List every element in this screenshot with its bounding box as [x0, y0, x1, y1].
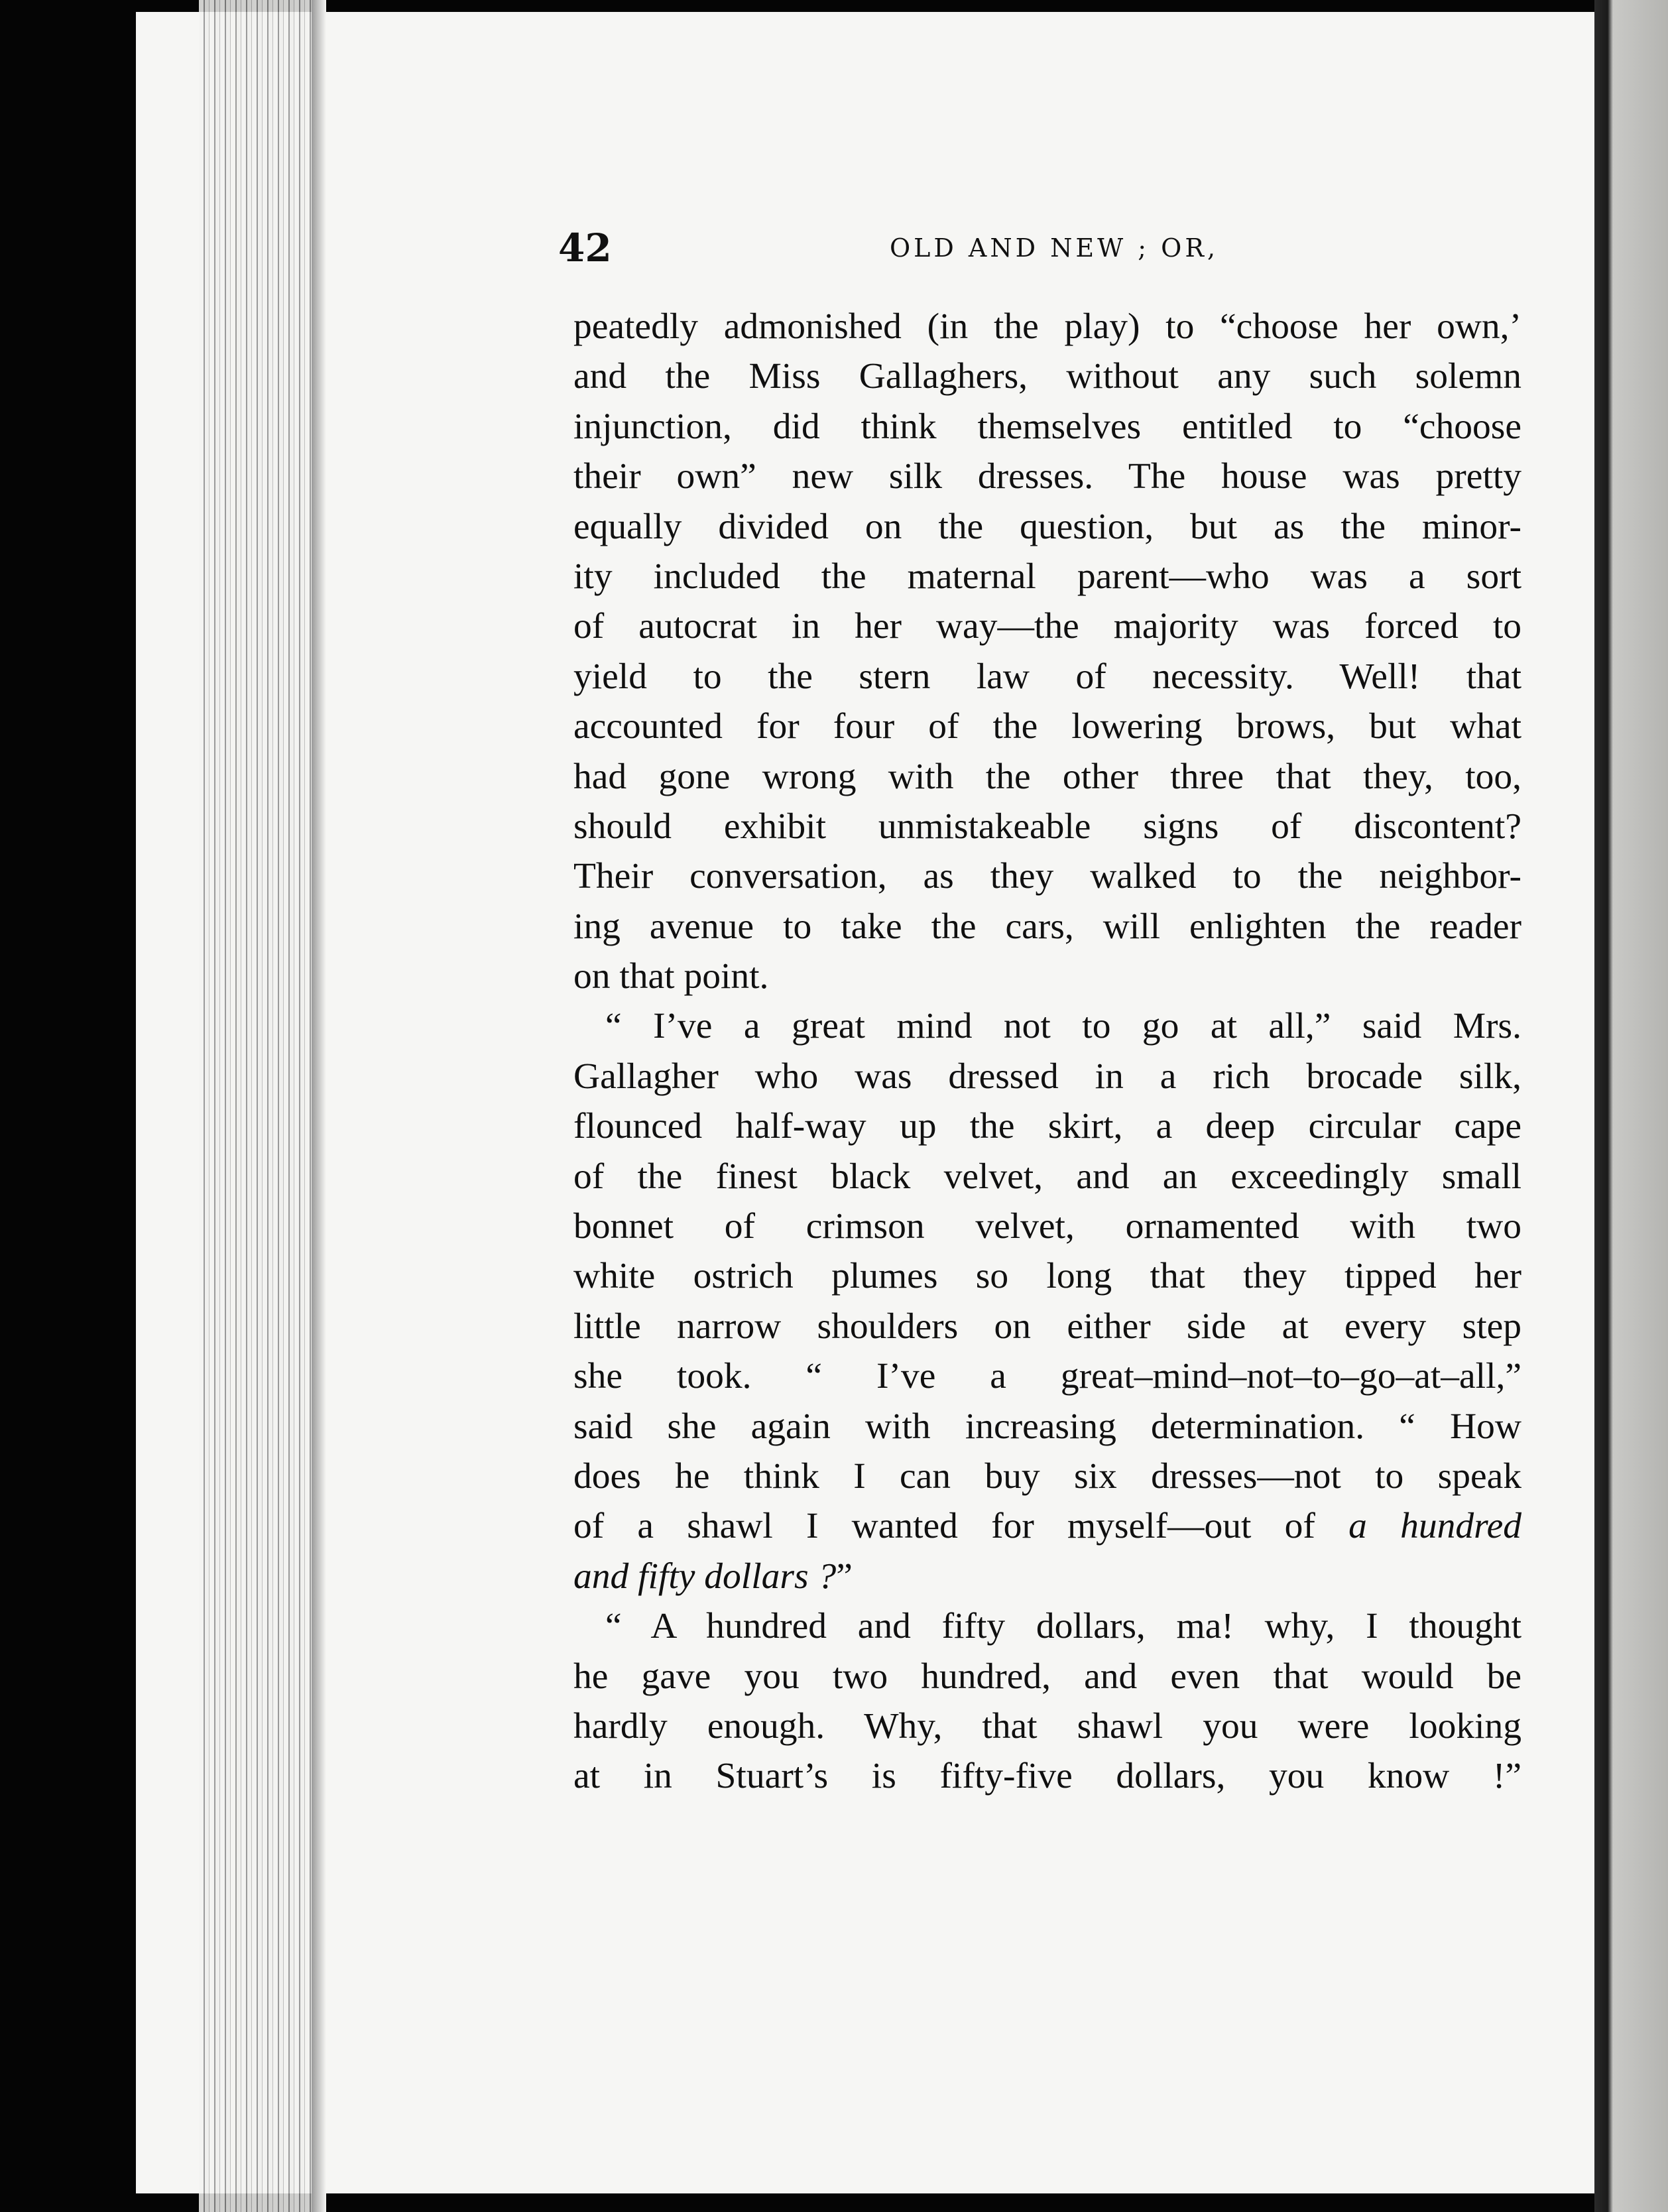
text-line: equally divided on the question, but as the minor-	[573, 506, 1521, 547]
text-line: their own” new silk dresses. The house was pretty	[573, 456, 1521, 497]
running-title: OLD AND NEW ; OR,	[890, 233, 1219, 263]
italic-phrase: a hundred	[1348, 1506, 1521, 1547]
text-line: “ A hundred and fifty dollars, ma! why, I thought	[605, 1606, 1521, 1647]
binding-shadow	[312, 0, 326, 2212]
text-line: should exhibit unmistakeable signs of discontent?	[573, 806, 1521, 847]
text-line: bonnet of crimson velvet, ornamented with two	[573, 1206, 1521, 1247]
text-line: “ I’ve a great mind not to go at all,” said Mrs.	[605, 1006, 1521, 1047]
text-line: on that point.	[573, 956, 769, 997]
text-line: ing avenue to take the cars, will enlighten the reader	[573, 906, 1521, 947]
text-line: little narrow shoulders on either side at every step	[573, 1306, 1521, 1347]
text-line-start: of a shawl I wanted for myself—out of	[573, 1506, 1349, 1547]
text-line: she took. “ I’ve a great–mind–not–to–go–at–all,”	[573, 1356, 1521, 1397]
text-line: he gave you two hundred, and even that would be	[573, 1656, 1521, 1697]
closing-quote: ”	[836, 1556, 853, 1597]
text-line: Gallagher who was dressed in a rich brocade silk,	[573, 1056, 1521, 1097]
text-line: Their conversation, as they walked to the neighbor-	[573, 856, 1521, 897]
text-line: does he think I can buy six dresses—not to speak	[573, 1455, 1521, 1497]
text-line: and the Miss Gallaghers, without any such solemn	[573, 356, 1521, 397]
text-line: peatedly admonished (in the play) to “choose her own,’	[573, 306, 1521, 347]
body-text	[573, 302, 1521, 1802]
text-line: at in Stuart’s is fifty-five dollars, you know !”	[573, 1756, 1521, 1797]
text-line	[573, 1552, 1521, 1601]
text-line: hardly enough. Why, that shawl you were looking	[573, 1705, 1521, 1747]
text-line: yield to the stern law of necessity. Well! that	[573, 656, 1521, 697]
page-header	[558, 225, 1526, 292]
page-edges-binding	[199, 0, 315, 2212]
text-line: white ostrich plumes so long that they tipped her	[573, 1256, 1521, 1297]
text-line: injunction, did think themselves entitled to “choose	[573, 406, 1521, 447]
right-page-edge	[1594, 0, 1668, 2212]
text-line: of the finest black velvet, and an exceedingly small	[573, 1156, 1521, 1197]
text-line: of autocrat in her way—the majority was forced to	[573, 606, 1521, 647]
text-line: flounced half-way up the skirt, a deep circular cape	[573, 1106, 1521, 1147]
text-line: ity included the maternal parent—who was a sort	[573, 556, 1521, 597]
text-line: accounted for four of the lowering brows, but what	[573, 706, 1521, 747]
page-number: 42	[558, 225, 612, 271]
text-line: had gone wrong with the other three that they, too,	[573, 756, 1521, 797]
text-line	[573, 1501, 1521, 1551]
text-line: said she again with increasing determination. “ How	[573, 1406, 1521, 1447]
italic-phrase: and fifty dollars ?	[573, 1556, 837, 1597]
